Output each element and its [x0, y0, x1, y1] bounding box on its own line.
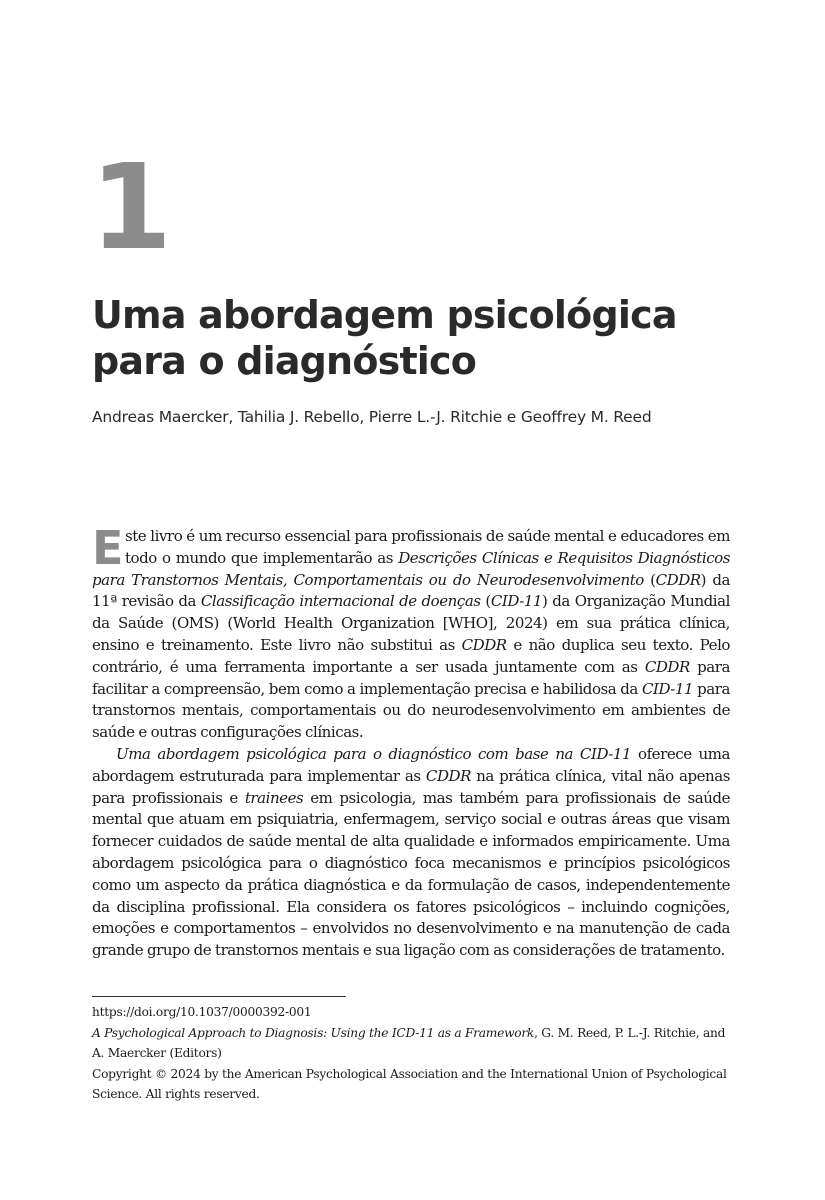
paragraph-2: Uma abordagem psicológica para o diagnóstico com base na CID-11 oferece uma abordagem estruturada para implementar as CDDR na prática clínica, vital não apenas para profissionais e trainees em psicologia, mas também para profissionais de saúde mental que atuam em psiquiatria, enfermagem, serviço social e outras áreas que visam fornecer cuidados de saúde mental de alta qualidade e informados empiricamente. Uma abordagem psicológica para o diagnóstico foca mecanismos e princípios psicológicos como um aspecto da prática diagnóstica e da formulação de casos, independentemente da disciplina profissional. Ela considera os fatores psicológicos – incluindo cognições, emoções e comportamentos – envolvidos no desenvolvimento e na manutenção de cada grande grupo de transtornos mentais e sua ligação com as considerações de tratamento. — [92, 744, 730, 960]
chapter-body — [92, 521, 730, 962]
footnote-divider — [92, 996, 346, 997]
footnote — [92, 1002, 732, 1105]
chapter-authors: Andreas Maercker, Tahilia J. Rebello, Pierre L.-J. Ritchie e Geoffrey M. Reed — [92, 408, 652, 426]
doi-link[interactable]: https://doi.org/10.1037/0000392-001 — [92, 1005, 312, 1019]
drop-cap: E — [92, 521, 123, 575]
source-citation: A Psychological Approach to Diagnosis: Using the ICD-11 as a Framework, G. M. Reed, P. L.-J. Ritchie, and A. Maercker (Editors) — [92, 1025, 726, 1060]
paragraph-1: Este livro é um recurso essencial para profissionais de saúde mental e educadores em todo o mundo que implementarão as Descrições Clínicas e Requisitos Diagnósticos para Transtornos Mentais, Comportamentais ou do Neurodesenvolvimento (CDDR) da 11ª revisão da Classificação internacional de doenças (CID-11) da Organização Mundial da Saúde (OMS) (World Health Organization [WHO], 2024) em sua prática clínica, ensino e treinamento. Este livro não substitui as CDDR e não duplica seu texto. Pelo contrário, é uma ferramenta importante a ser usada juntamente com as CDDR para facilitar a compreensão, bem como a implementação precisa e habilidosa da CID-11 para transtornos mentais, comportamentais ou do neurodesenvolvimento em ambientes de saúde e outras configurações clínicas. — [92, 521, 730, 742]
chapter-title: Uma abordagem psicológica para o diagnóstico — [92, 293, 677, 383]
chapter-number: 1 — [90, 138, 173, 276]
copyright-notice: Copyright © 2024 by the American Psychological Association and the International Union of Psychological Science. All rights reserved. — [92, 1066, 727, 1101]
